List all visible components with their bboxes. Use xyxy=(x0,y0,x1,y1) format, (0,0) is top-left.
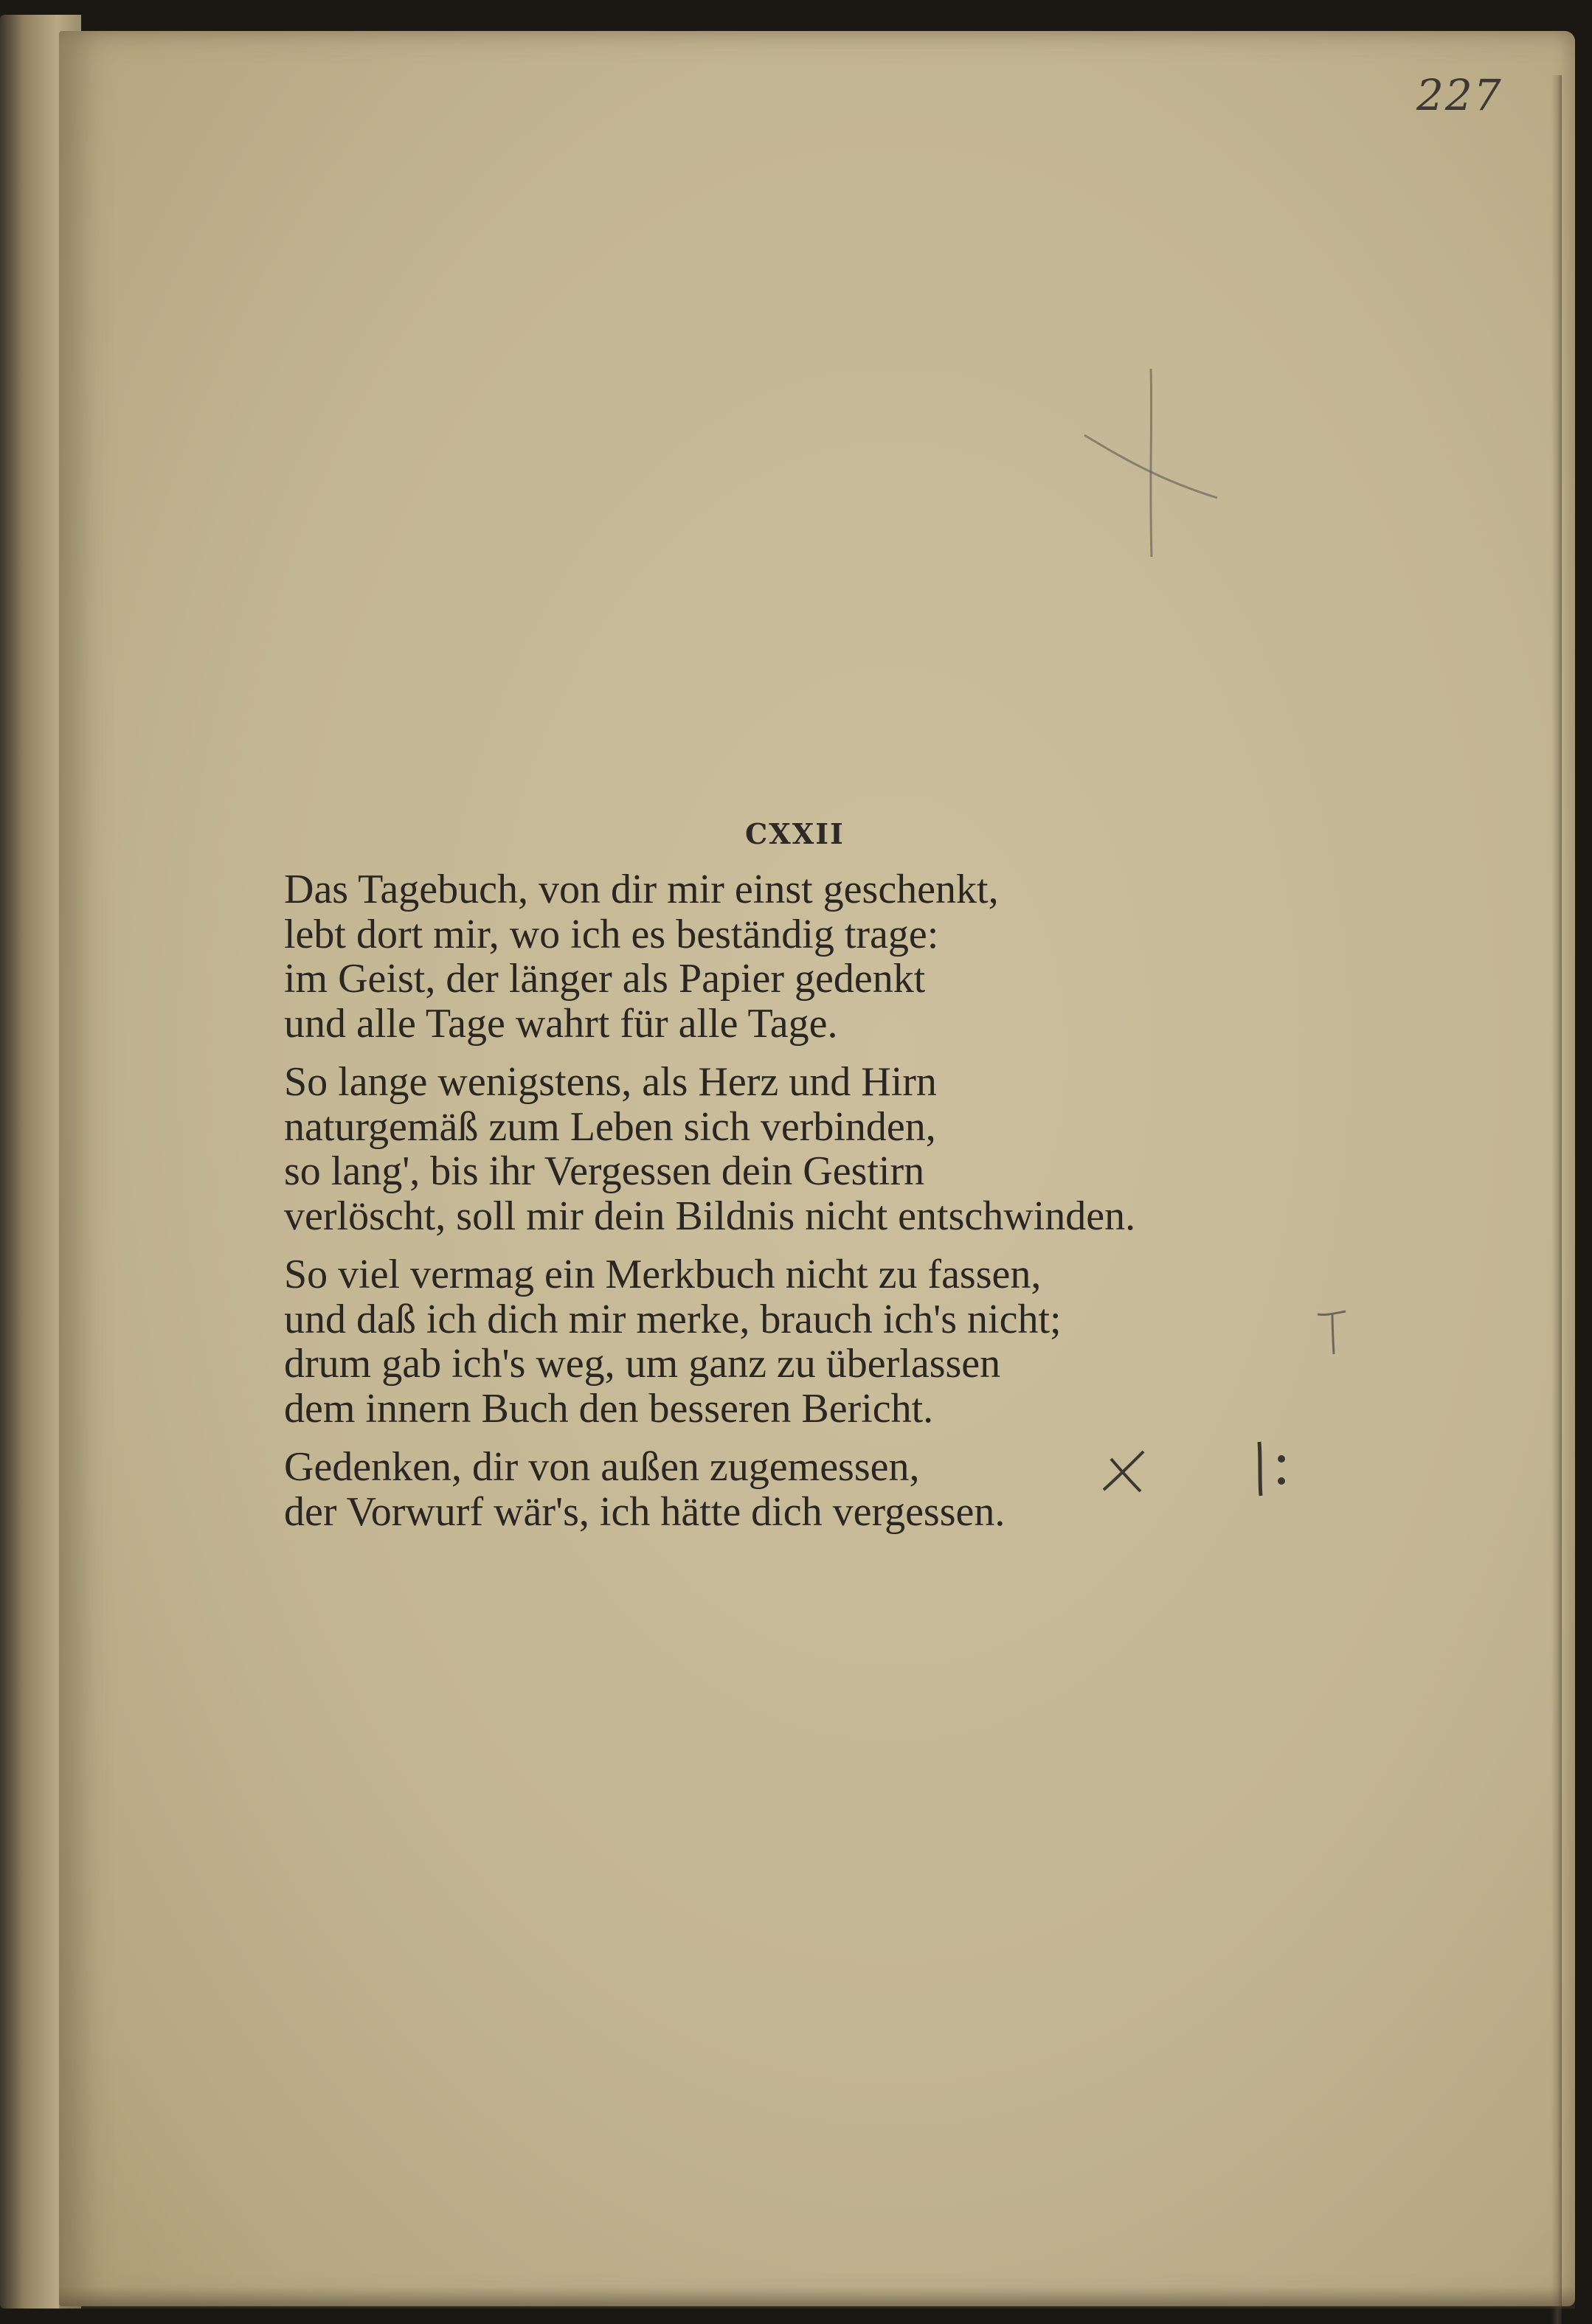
poem-line: Das Tagebuch, von dir mir einst geschenkt, xyxy=(284,867,999,912)
poem-line: dem innern Buch den besseren Bericht. xyxy=(284,1385,934,1432)
poem-line: So viel vermag ein Merkbuch nicht zu fassen, xyxy=(284,1252,1042,1297)
pencil-cross-mark xyxy=(1077,361,1225,561)
poem-line: der Vorwurf wär's, ich hätte dich vergessen. xyxy=(284,1488,1006,1535)
v-mark xyxy=(1313,1305,1350,1357)
poem-line: so lang', bis ihr Vergessen dein Gestirn xyxy=(284,1148,925,1194)
stanza-1 xyxy=(284,867,1332,1046)
poem-body xyxy=(284,867,1332,1548)
poem-line: verlöscht, soll mir dein Bildnis nicht entschwinden. xyxy=(284,1193,1136,1239)
x-mark xyxy=(1098,1446,1149,1497)
poem-line: und alle Tage wahrt für alle Tage. xyxy=(284,1000,838,1047)
poem-line: drum gab ich's weg, um ganz zu überlassen xyxy=(284,1341,1001,1387)
page-bottom-edge xyxy=(59,2286,1575,2309)
poem-line: naturgemäß zum Leben sich verbinden, xyxy=(284,1103,936,1150)
poem-line: Gedenken, dir von außen zugemessen, xyxy=(284,1444,920,1490)
page-number: 227 xyxy=(1416,70,1503,120)
poem-line: im Geist, der länger als Papier gedenkt xyxy=(284,956,926,1002)
poem-line: und daß ich dich mir merke, brauch ich's nicht; xyxy=(284,1296,1062,1342)
stanza-2 xyxy=(284,1060,1332,1238)
poem-line: lebt dort mir, wo ich es beständig trage: xyxy=(284,911,939,957)
bar-colon-mark xyxy=(1250,1438,1295,1497)
poem-title: CXXII xyxy=(745,817,845,850)
page-edge-shadow xyxy=(1551,75,1562,2324)
stanza-3 xyxy=(284,1252,1332,1431)
poem-line: So lange wenigstens, als Herz und Hirn xyxy=(284,1059,937,1105)
stanza-4 xyxy=(284,1445,1332,1534)
